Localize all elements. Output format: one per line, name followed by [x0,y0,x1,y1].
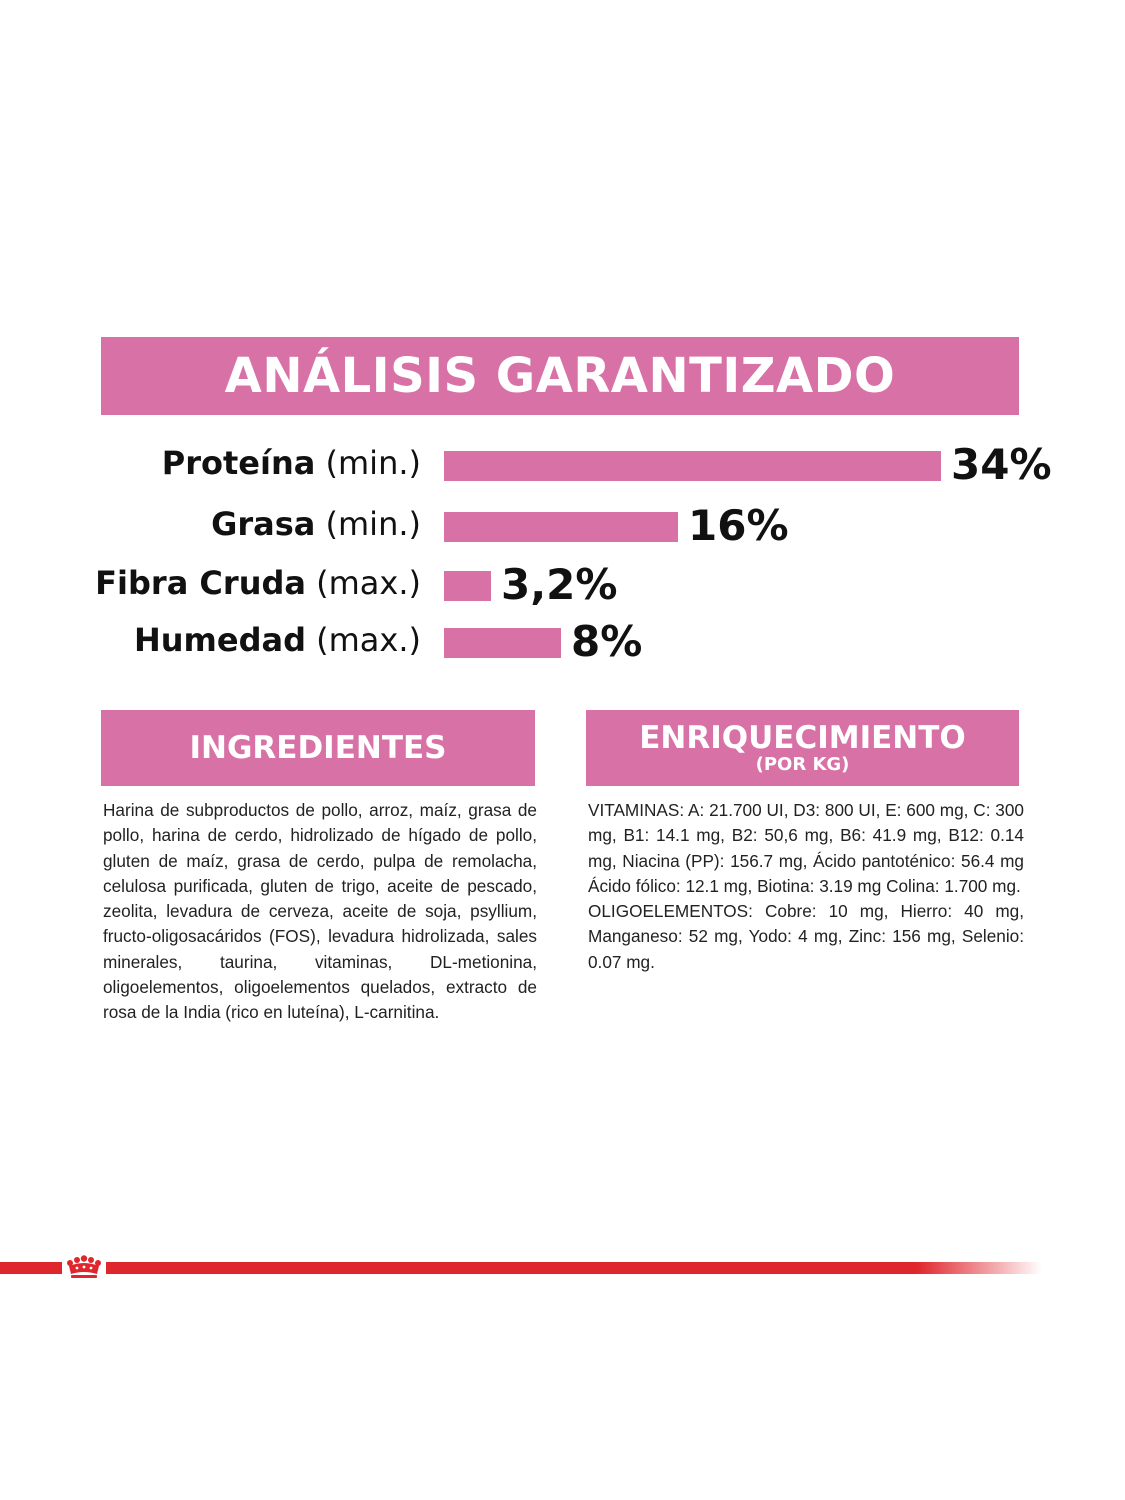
bar-1 [444,512,678,542]
bar-value-3: 8% [571,617,643,666]
bar-category: Proteína [161,444,316,482]
enrichment-banner [586,710,1019,786]
bar-value-0: 34% [951,440,1052,489]
enrichment-text [588,798,1024,975]
bar-qualifier: (min.) [315,444,421,482]
analysis-title-banner [101,337,1019,415]
bar-category: Grasa [211,505,316,543]
footer-red-line [0,1262,1042,1274]
bar-label-2 [95,564,421,602]
bar-label-0 [162,444,421,482]
ingredients-text: Harina de subproductos de pollo, arroz, maíz, grasa de pollo, harina de cerdo, hidrolizado de hígado de pollo, gluten de maíz, grasa de cerdo, pulpa de remolacha, celulosa purificada, gluten de trigo, aceite de pescado, zeolita, levadura de cerveza, aceite de soja, psyllium, fructo-oligosacáridos (FOS), levadura hidrolizada, sales minerales, taurina, vitaminas, DL-metionina, oligoelementos, oligoelementos quelados, extracto de rosa de la India (rico en luteína), L-carnitina. [103,800,537,1023]
bar-label-3 [134,621,421,659]
crown-icon [62,1254,106,1282]
bar-3 [444,628,561,658]
enrichment-title: ENRIQUECIMIENTO [639,720,966,756]
vitamins-text: VITAMINAS: A: 21.700 UI, D3: 800 UI, E: 600 mg, C: 300 mg, B1: 14.1 mg, B2: 50,6 mg, B6: 41.9 mg, B12: 0.14 mg, Niacina (PP): 156.7 mg, Ácido pantoténico: 56.4 mg Ácido fólico: 12.1 mg, Biotina: 3.19 mg Colina: 1.700 mg. [588,800,1024,896]
bar-0 [444,451,941,481]
ingredients-title: INGREDIENTES [189,730,447,766]
bar-qualifier: (max.) [305,564,421,602]
analysis-title: ANÁLISIS GARANTIZADO [224,348,896,404]
bar-value-2: 3,2% [501,560,618,609]
bar-label-1 [211,505,421,543]
bar-qualifier: (min.) [315,505,421,543]
bar-2 [444,571,491,601]
bar-category: Fibra Cruda [95,564,306,602]
bar-category: Humedad [133,621,306,659]
bar-qualifier: (max.) [305,621,421,659]
bar-value-1: 16% [688,501,789,550]
trace-elements-text: OLIGOELEMENTOS: Cobre: 10 mg, Hierro: 40 mg, Manganeso: 52 mg, Yodo: 4 mg, Zinc: 156 mg, Selenio: 0.07 mg. [588,901,1024,972]
ingredients-banner [101,710,535,786]
enrichment-subtitle: (POR KG) [755,754,850,775]
